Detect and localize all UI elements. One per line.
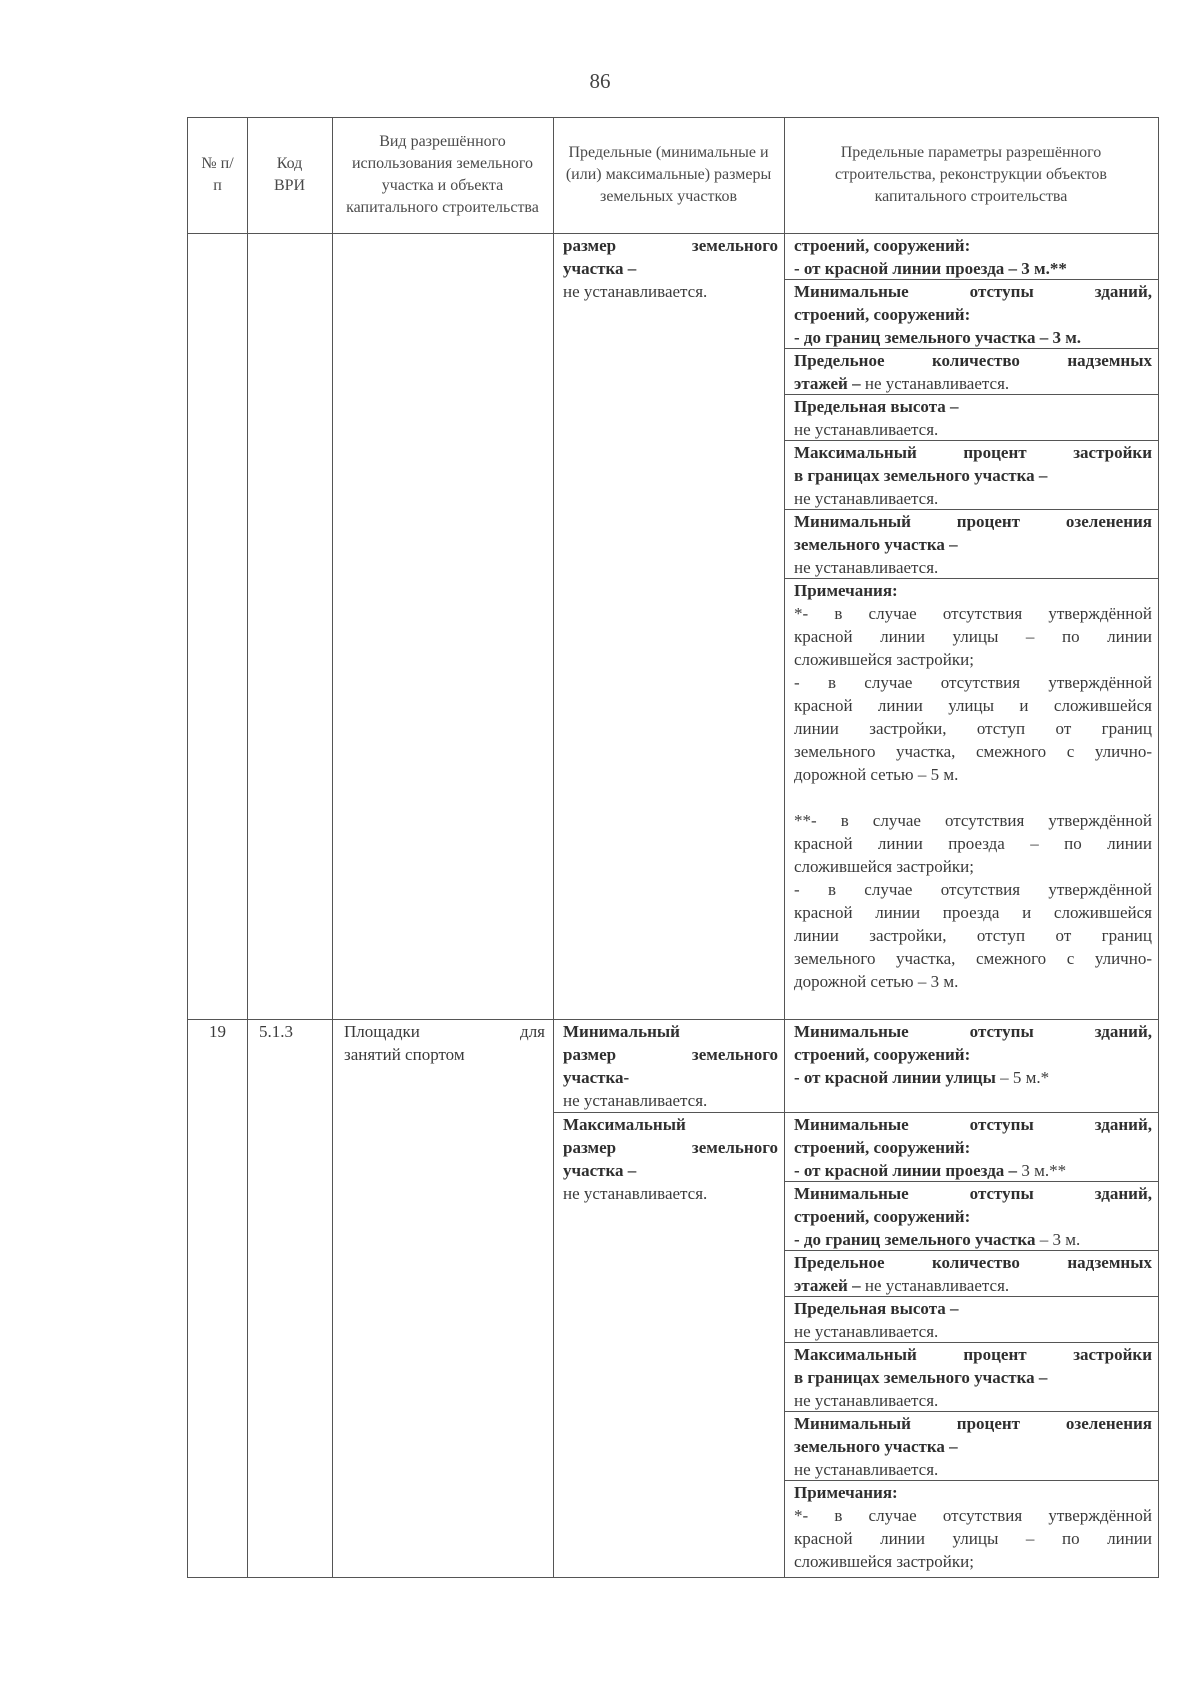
- row-19-offset-plot-border: Минимальные отступы зданий, строений, сооружений: - до границ земельного участка – 3 м.: [794, 1184, 1152, 1249]
- regulations-table: [187, 117, 1159, 1578]
- header-plot-sizes: Предельные (минимальные и (или) максимальные) размеры земельных участков: [565, 144, 772, 205]
- row-19-offset-street: Минимальные отступы зданий, строений, сооружений: - от красной линии улицы – 5 м.*: [794, 1022, 1152, 1087]
- row-19-min-plot-size: Минимальный размер земельного участка- не устанавливается.: [563, 1022, 778, 1110]
- row-19-greenery-percent: Минимальный процент озеленения земельного участка – не устанавливается.: [794, 1414, 1152, 1479]
- param-building-coverage: Максимальный процент застройки в границах земельного участка – не устанавливается.: [794, 443, 1152, 508]
- row-19-code: 5.1.3: [259, 1022, 293, 1041]
- row-19-offset-driveway: Минимальные отступы зданий, строений, сооружений: - от красной линии проезда – 3 м.**: [794, 1115, 1152, 1180]
- param-greenery-percent: Минимальный процент озеленения земельного участка – не устанавливается.: [794, 512, 1152, 577]
- header-use-type: Вид разрешённого использования земельного участка и объекта капитального строительства: [346, 133, 539, 216]
- row-19-use-type: Площадки для занятий спортом: [344, 1022, 545, 1064]
- page-number: 86: [589, 69, 611, 93]
- param-offset-plot-border: Минимальные отступы зданий, строений, сооружений: - до границ земельного участка – 3 м.: [794, 282, 1152, 347]
- row-19-floor-count: Предельное количество надземных этажей – не устанавливается.: [794, 1253, 1152, 1295]
- param-floor-count: Предельное количество надземных этажей – не устанавливается.: [794, 351, 1152, 393]
- row-19-max-height: Предельная высота – не устанавливается.: [794, 1299, 959, 1341]
- continued-plot-size: размер земельного участка – не устанавливается.: [563, 236, 778, 301]
- row-19-notes: Примечания: *- в случае отсутствия утверждённой красной линии улицы – по линии сложившейся застройки;: [794, 1483, 1152, 1571]
- notes-block: Примечания: *- в случае отсутствия утверждённой красной линии улицы – по линии сложившейся застройки; - в случае отсутствия утверждённой красной линии улицы и сложившейся линии застройки, отступ от границ земельного участка, смежного с улично- дорожной сетью – 5 м. **- в случае отсутствия утверждённой красной линии проезда – по линии сложившейся застройки; - в случае отсутствия утверждённой красной линии проезда и сложившейся линии застройки, отступ от границ земельного участка, смежного с улично- дорожной сетью – 3 м.: [794, 581, 1152, 991]
- row-19-number: 19: [209, 1022, 226, 1041]
- param-max-height: Предельная высота – не устанавливается.: [794, 397, 959, 439]
- header-code: Код ВРИ: [273, 155, 306, 194]
- param-offset-driveway: строений, сооружений: - от красной линии проезда – 3 м.**: [794, 236, 1067, 278]
- header-construction-params: Предельные параметры разрешённого строительства, реконструкции объектов капитального строительства: [835, 144, 1107, 205]
- row-19-building-coverage: Максимальный процент застройки в границах земельного участка – не устанавливается.: [794, 1345, 1152, 1410]
- row-19-max-plot-size: Максимальный размер земельного участка – не устанавливается.: [563, 1115, 778, 1203]
- header-number: № п/п: [201, 155, 234, 194]
